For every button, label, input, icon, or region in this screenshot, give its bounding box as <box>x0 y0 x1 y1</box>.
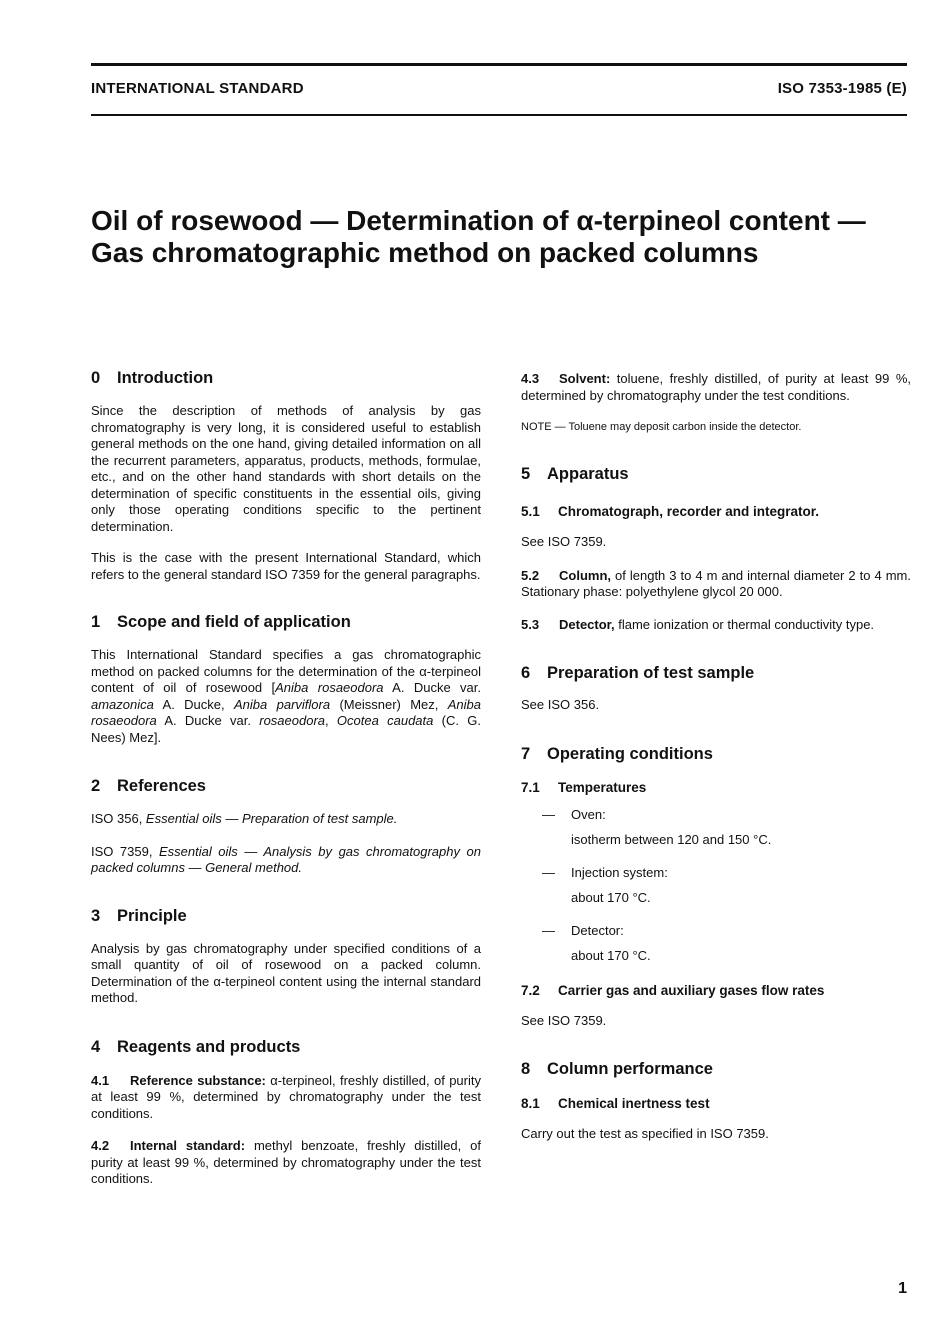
section-3-heading: 3 Principle <box>91 906 187 925</box>
clause-4-2: 4.2 Internal standard: methyl benzoate, freshly distilled, of purity at least 99 %, determined by chromatography under the test conditions. <box>91 1138 481 1186</box>
header-standard-label: INTERNATIONAL STANDARD <box>91 80 304 97</box>
toluene-note: NOTE — Toluene may deposit carbon inside the detector. <box>521 421 802 433</box>
section-8-heading: 8 Column performance <box>521 1060 713 1078</box>
section-5-heading: 5 Apparatus <box>521 465 629 483</box>
section-7-heading: 7 Operating conditions <box>521 744 713 763</box>
clause-6-text: See ISO 356. <box>521 697 600 712</box>
clause-5-2: 5.2 Column, of length 3 to 4 m and internal diameter 2 to 4 mm. Stationary phase: polyethylene glycol 20 000. <box>521 567 911 599</box>
introduction-paragraph-1: Since the description of methods of analysis by gas chromatography is very long, it is considered useful to establish general methods on the one hand, giving detailed information on all the recurrent parameters, apparatus, products, methods, formulae, etc., and on the other hand standards with short details on the determination of specific constituents in the essential oils, giving only those operating conditions specific to the pertinent determination. <box>91 403 481 534</box>
scope-paragraph: This International Standard specifies a gas chromatographic method on packed columns for the determination of the α-terpineol content of oil of rosewood [Aniba rosaeodora A. Ducke var. amazonica A. Ducke, Aniba parviflora (Meissner) Mez, Aniba rosaeodora A. Ducke var. rosaeodora, Ocotea caudata (C. G. Nees) Mez]. <box>91 647 482 745</box>
section-6-heading: 6 Preparation of test sample <box>521 664 755 682</box>
clause-5-1-heading: 5.1 Chromatograph, recorder and integrator. <box>521 504 820 519</box>
detector-value: about 170 °C. <box>571 948 651 963</box>
clause-7-2-text: See ISO 7359. <box>521 1012 607 1028</box>
clause-8-1-text: Carry out the test as specified in ISO 7359. <box>521 1126 769 1141</box>
clause-5-1-text: See ISO 7359. <box>521 534 607 549</box>
right-column <box>521 371 911 1143</box>
clause-8-1-heading: 8.1 Chemical inertness test <box>521 1096 710 1111</box>
injection-system-item: — Injection system: <box>542 864 668 880</box>
reference-iso-7359: ISO 7359, Essential oils — Analysis by gas chromatography on packed columns — General method. <box>91 843 481 875</box>
document-title: Oil of rosewood — Determination of α-terpineol content — Gas chromatographic method on packed columns <box>91 205 866 268</box>
reference-iso-356: ISO 356, Essential oils — Preparation of test sample. <box>91 811 398 826</box>
oven-value: isotherm between 120 and 150 °C. <box>571 832 772 847</box>
introduction-paragraph-2: This is the case with the present International Standard, which refers to the general standard ISO 7359 for the general paragraphs. <box>91 550 481 582</box>
principle-paragraph: Analysis by gas chromatography under specified conditions of a small quantity of oil of rosewood on a packed column. Determination of the α-terpineol content using the internal standard method. <box>91 940 481 1005</box>
clause-7-1-heading: 7.1 Temperatures <box>521 779 647 795</box>
detector-item: — Detector: <box>542 922 624 938</box>
clause-4-1: 4.1 Reference substance: α-terpineol, freshly distilled, of purity at least 99 %, determined by chromatography under the test conditions. <box>91 1072 481 1121</box>
section-2-heading: 2 References <box>91 777 206 795</box>
clause-7-2-heading: 7.2 Carrier gas and auxiliary gases flow rates <box>521 982 825 998</box>
left-column <box>91 368 481 1188</box>
section-4-heading: 4 Reagents and products <box>91 1037 301 1056</box>
oven-item: — Oven: <box>542 806 606 822</box>
section-1-heading: 1 Scope and field of application <box>91 613 351 631</box>
injection-system-value: about 170 °C. <box>571 890 651 905</box>
page-number: 1 <box>898 1280 907 1297</box>
section-0-heading: 0 Introduction <box>91 369 214 387</box>
header-standard-number: ISO 7353-1985 (E) <box>777 80 907 97</box>
clause-5-3: 5.3 Detector, flame ionization or thermal conductivity type. <box>521 616 875 632</box>
header-bottom-rule <box>91 114 907 116</box>
header-top-rule <box>91 63 907 66</box>
clause-4-3: 4.3 Solvent: toluene, freshly distilled, of purity at least 99 %, determined by chromatography under the test conditions. <box>521 371 911 403</box>
